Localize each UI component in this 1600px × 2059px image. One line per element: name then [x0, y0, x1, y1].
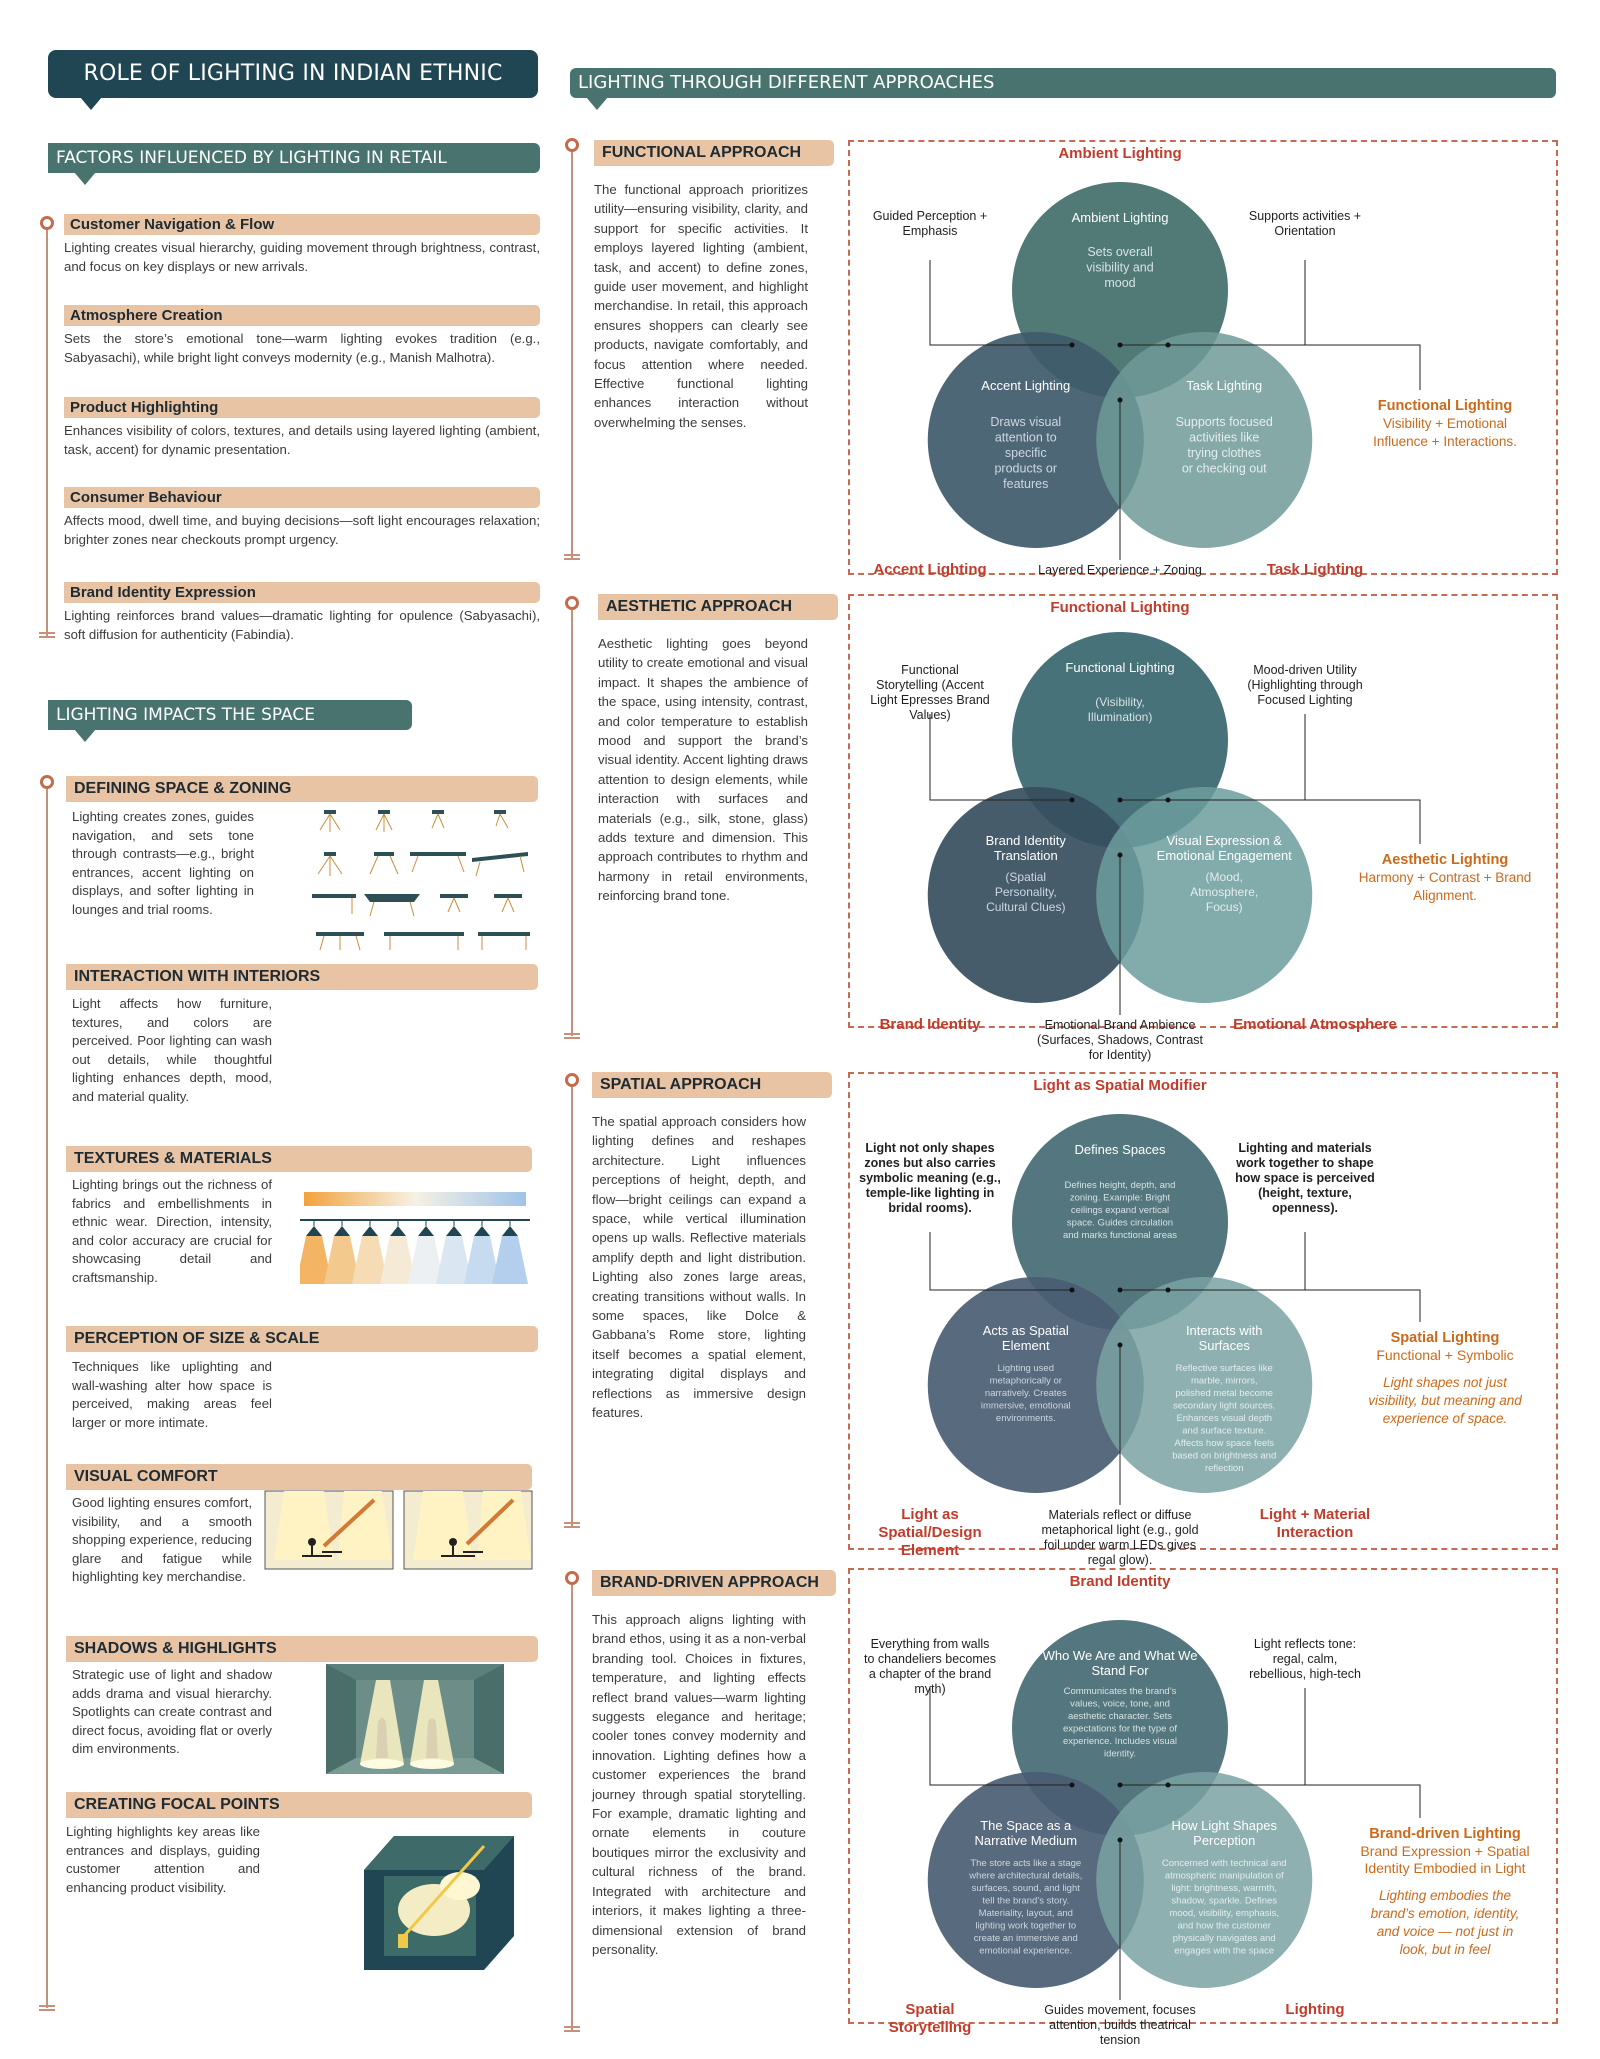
factor-text: Enhances visibility of colors, textures, and details using layered lighting (ambient, task, accent) for dynamic presentation.	[64, 423, 540, 457]
approach-title: BRAND-DRIVEN APPROACH	[592, 1570, 836, 1596]
venn-top-body: Defines height, depth, and zoning. Example: Bright ceilings expand vertical space. Guides circulation and marks functional areas	[1062, 1180, 1178, 1241]
approach-title: SPATIAL APPROACH	[592, 1072, 832, 1098]
venn-side-title: Functional Lighting	[1377, 398, 1513, 414]
venn-side-subtitle: Brand Expression + Spatial Identity Embodied in Light	[1360, 1843, 1530, 1876]
factor-text: Affects mood, dwell time, and buying decisions—soft light encourages relaxation; brighter zones near checkouts prompt urgency.	[64, 513, 540, 547]
impact-text: Strategic use of light and shadow adds drama and visual hierarchy. Spotlights can create contrast and direct focus, avoiding flat or overly dim environments.	[72, 1667, 272, 1757]
venn-side-body: Light shapes not just visibility, but meaning and experience of space.	[1368, 1375, 1522, 1426]
connector-dot	[1118, 798, 1123, 803]
venn-header: Light as Spatial Modifier	[1033, 1077, 1207, 1094]
factor-title: Consumer Behaviour	[64, 487, 540, 508]
main-title: ROLE OF LIGHTING IN INDIAN ETHNIC RETAIL	[48, 50, 538, 98]
venn-top-title: Ambient Lighting	[1071, 210, 1169, 225]
connector-dot	[1118, 1783, 1123, 1788]
venn-note-bottom: Materials reflect or diffuse metaphorical light (e.g., gold foil under warm LEDs gives regal glow).	[1041, 1508, 1199, 1567]
venn-note-left: Light not only shapes zones but also carries symbolic meaning (e.g., temple-like lighting in bridal rooms).	[859, 1141, 1001, 1215]
connector-dot	[1070, 798, 1075, 803]
connector-dot	[1118, 853, 1123, 858]
impacts-title: LIGHTING IMPACTS THE SPACE	[48, 700, 412, 730]
impact-text: Lighting creates zones, guides navigation, and sets tone through contrasts—e.g., bright entrances, accent lighting on displays, and softer lighting in lounges and trial rooms.	[72, 809, 254, 917]
venn-right-body: (Mood, Atmosphere, Focus)	[1190, 870, 1259, 914]
venn-0	[928, 145, 1420, 560]
venn-label-right: Task Lighting	[1266, 561, 1364, 578]
factor-title: Brand Identity Expression	[64, 582, 540, 603]
connector-dot	[1070, 1783, 1075, 1788]
connector-dot	[1118, 1838, 1123, 1843]
venn-left-body: Draws visual attention to specific products or features	[990, 415, 1062, 491]
approach-title: AESTHETIC APPROACH	[598, 594, 838, 620]
venn-right-title: Task Lighting	[1186, 378, 1263, 393]
venn-label-left: Spatial Storytelling	[888, 2001, 972, 2036]
impact-title: TEXTURES & MATERIALS	[66, 1146, 532, 1172]
connector-dot	[1070, 343, 1075, 348]
impact-text: Techniques like uplighting and wall-washing alter how space is perceived, making areas feel larger or more intimate.	[72, 1359, 272, 1430]
venn-note-left: Everything from walls to chandeliers becomes a chapter of the brand myth)	[863, 1637, 997, 1696]
impact-text: Light affects how furniture, textures, and colors are perceived. Poor lighting can wash out details, while thoughtful lighting enhances depth, mood, and material quality.	[72, 996, 272, 1104]
venn-note-right: Light reflects tone: regal, calm, rebellious, high-tech	[1249, 1637, 1361, 1681]
impact-title: INTERACTION WITH INTERIORS	[66, 964, 538, 990]
approach-text: The spatial approach considers how lighting defines and reshapes architecture. Light influences perceptions of height, depth, and flow—bright ceilings can expand a space, while vertical illumination opens up walls. Reflective materials amplify depth and light distribution. Lighting also zones large areas, creating transitions without walls. In some spaces, like Dolce & Gabbana’s Rome store, lighting itself becomes a spatial element, integrating digital displays and reflections as immersive design features.	[592, 1114, 806, 1421]
venn-label-right: Emotional Atmosphere	[1233, 1016, 1397, 1033]
factor-text: Lighting creates visual hierarchy, guiding movement through brightness, contrast, and focus on key displays or new arrivals.	[64, 240, 540, 274]
venn-note-bottom: Emotional Brand Ambience (Surfaces, Shadows, Contrast for Identity)	[1036, 1018, 1204, 1062]
venn-left-title: Acts as Spatial Element	[982, 1323, 1069, 1353]
venn-note-left: Guided Perception + Emphasis	[872, 209, 988, 238]
venn-right-body: Concerned with technical and atmospheric manipulation of light: brightness, warmth, shadow, sparkle. Defines mood, visibility, emphasis, and how the customer physically navigates and engages with the space	[1161, 1858, 1287, 1957]
impact-text: Lighting highlights key areas like entrances and displays, guiding customer attention and enhancing product visibility.	[66, 1824, 260, 1895]
approaches-title: LIGHTING THROUGH DIFFERENT APPROACHES	[570, 68, 1556, 98]
venn-label-left: Accent Lighting	[873, 561, 987, 578]
venn-right-title: Interacts with Surfaces	[1185, 1323, 1263, 1353]
factor-text: Lighting reinforces brand values—dramatic lighting for opulence (Sabyasachi), soft diffusion for authenticity (Fabindia).	[64, 608, 540, 642]
connector-dot	[1070, 1288, 1075, 1293]
approach-text: Aesthetic lighting goes beyond utility to create emotional and visual impact. It shapes the ambience of the space, using intensity, contrast, and color temperature to establish mood and support the brand’s visual identity. Accent lighting draws attention to design elements, while interaction with surfaces and materials (e.g., silk, stone, glass) adds texture and dimension. This approach contributes to rhythm and harmony in retail environments, reinforcing brand tone.	[598, 636, 808, 904]
venn-top-title: Defines Spaces	[1074, 1142, 1166, 1157]
impact-title: SHADOWS & HIGHLIGHTS	[66, 1636, 538, 1662]
impact-title: VISUAL COMFORT	[66, 1464, 532, 1490]
impact-text: Lighting brings out the richness of fabrics and embellishments in ethnic wear. Direction, intensity, and color accuracy are crucial for showcasing detail and craftsmanship.	[72, 1177, 272, 1285]
connector-dot	[1166, 1288, 1171, 1293]
factor-title: Customer Navigation & Flow	[64, 214, 540, 235]
venn-right-title: Visual Expression & Emotional Engagement	[1156, 833, 1292, 863]
venn-left-body: Lighting used metaphorically or narratively. Creates immersive, emotional environments.	[980, 1363, 1071, 1424]
venn-note-right: Lighting and materials work together to shape how space is perceived (height, texture, openness).	[1235, 1141, 1375, 1215]
venn-left-title: Brand Identity Translation	[985, 833, 1066, 863]
impact-title: CREATING FOCAL POINTS	[66, 1792, 532, 1818]
venn-side-title: Spatial Lighting	[1390, 1330, 1500, 1346]
venn-top-title: Functional Lighting	[1065, 660, 1175, 675]
approach-title: FUNCTIONAL APPROACH	[594, 140, 834, 166]
approach-text: This approach aligns lighting with brand ethos, using it as a non-verbal branding tool. Choices in fixtures, temperature, and lighting effects reflect brand values—warm lighting suggests elegance and heritage; cooler tones convey modernity and innovation. Lighting defines how a customer experiences the brand journey through spatial storytelling. For example, dramatic lighting and ornate elements in couture boutiques mirror the exclusivity and cultural richness of the brand. Integrated with architecture and interiors, it makes lighting a three-dimensional extension of brand personality.	[592, 1612, 806, 1957]
venn-side-body: Visibility + Emotional Influence + Interactions.	[1373, 416, 1517, 449]
venn-note-bottom: Layered Experience + Zoning	[1038, 563, 1202, 577]
factor-title: Atmosphere Creation	[64, 305, 540, 326]
venn-left-title: The Space as a Narrative Medium	[974, 1818, 1078, 1848]
venn-right-body: Supports focused activities like trying clothes or checking out	[1175, 415, 1273, 476]
venn-note-bottom: Guides movement, focuses attention, builds theatrical tension	[1044, 2003, 1196, 2047]
venn-left-body: (Spatial Personality, Cultural Clues)	[986, 870, 1066, 914]
venn-side-body: Harmony + Contrast + Brand Alignment.	[1358, 870, 1532, 903]
venn-note-right: Mood-driven Utility (Highlighting through Focused Lighting	[1247, 663, 1363, 707]
approach-text: The functional approach prioritizes utility—ensuring visibility, clarity, and support for specific activities. It employs layered lighting (ambient, task, and accent) to define zones, guide user movement, and highlight merchandise. In retail, this approach ensures shoppers can clearly see products, navigate comfortably, and focus attention where needed. Effective functional lighting enhances interaction without overwhelming the senses.	[594, 182, 808, 430]
impact-title: DEFINING SPACE & ZONING	[66, 776, 538, 802]
factors-title: FACTORS INFLUENCED BY LIGHTING IN RETAIL	[48, 143, 540, 173]
venn-label-right: Light + Material Interaction	[1259, 1506, 1371, 1541]
venn-right-title: How Light Shapes Perception	[1171, 1818, 1277, 1848]
factor-title: Product Highlighting	[64, 397, 540, 418]
connector-dot	[1118, 343, 1123, 348]
venn-left-title: Accent Lighting	[981, 378, 1071, 393]
venn-top-body: (Visibility, Illumination)	[1087, 695, 1153, 724]
venn-header: Brand Identity	[1069, 1573, 1171, 1590]
venn-top-body: Communicates the brand’s values, voice, tone, and aesthetic character. Sets expectations for the type of experience. Includes visual identity.	[1062, 1686, 1178, 1760]
venn-left-body: The store acts like a stage where architectural details, surfaces, sound, and light tell the brand’s story. Materiality, layout, and lighting work together to create an immersive and emotional experience.	[969, 1858, 1083, 1957]
connector-dot	[1166, 798, 1171, 803]
venn-header: Functional Lighting	[1050, 599, 1190, 616]
connector-dot	[1118, 1343, 1123, 1348]
venn-label-right: Lighting	[1285, 2001, 1345, 2018]
impact-title: PERCEPTION OF SIZE & SCALE	[66, 1326, 538, 1352]
venn-note-left: Functional Storytelling (Accent Light Epresses Brand Values)	[870, 663, 990, 722]
connector-dot	[1166, 343, 1171, 348]
venn-side-title: Brand-driven Lighting	[1369, 1826, 1521, 1842]
impact-text: Good lighting ensures comfort, visibility, and a smooth shopping experience, reducing glare and fatigue while highlighting key merchandise.	[72, 1495, 252, 1585]
venn-side-subtitle: Functional + Symbolic	[1376, 1347, 1514, 1363]
factor-text: Sets the store’s emotional tone—warm lighting evokes tradition (e.g., Sabyasachi), while bright light conveys modernity (e.g., Manish Malhotra).	[64, 331, 540, 365]
venn-label-left: Light as Spatial/Design Element	[878, 1506, 982, 1559]
venn-side-title: Aesthetic Lighting	[1381, 852, 1509, 868]
venn-right-body: Reflective surfaces like marble, mirrors, polished metal become secondary light sources. Enhances visual depth and surface texture. Affects how space feels based on brightness and reflection	[1172, 1363, 1277, 1474]
venn-header: Ambient Lighting	[1058, 145, 1182, 162]
connector-dot	[1166, 1783, 1171, 1788]
venn-label-left: Brand Identity	[879, 1016, 981, 1033]
venn-top-title: Who We Are and What We Stand For	[1042, 1648, 1198, 1678]
venn-note-right: Supports activities + Orientation	[1248, 209, 1362, 238]
venn-side-body: Lighting embodies the brand’s emotion, identity, and voice — not just in look, but in feel	[1370, 1888, 1520, 1957]
connector-dot	[1118, 398, 1123, 403]
connector-dot	[1118, 1288, 1123, 1293]
venn-top-body: Sets overall visibility and mood	[1086, 245, 1154, 290]
